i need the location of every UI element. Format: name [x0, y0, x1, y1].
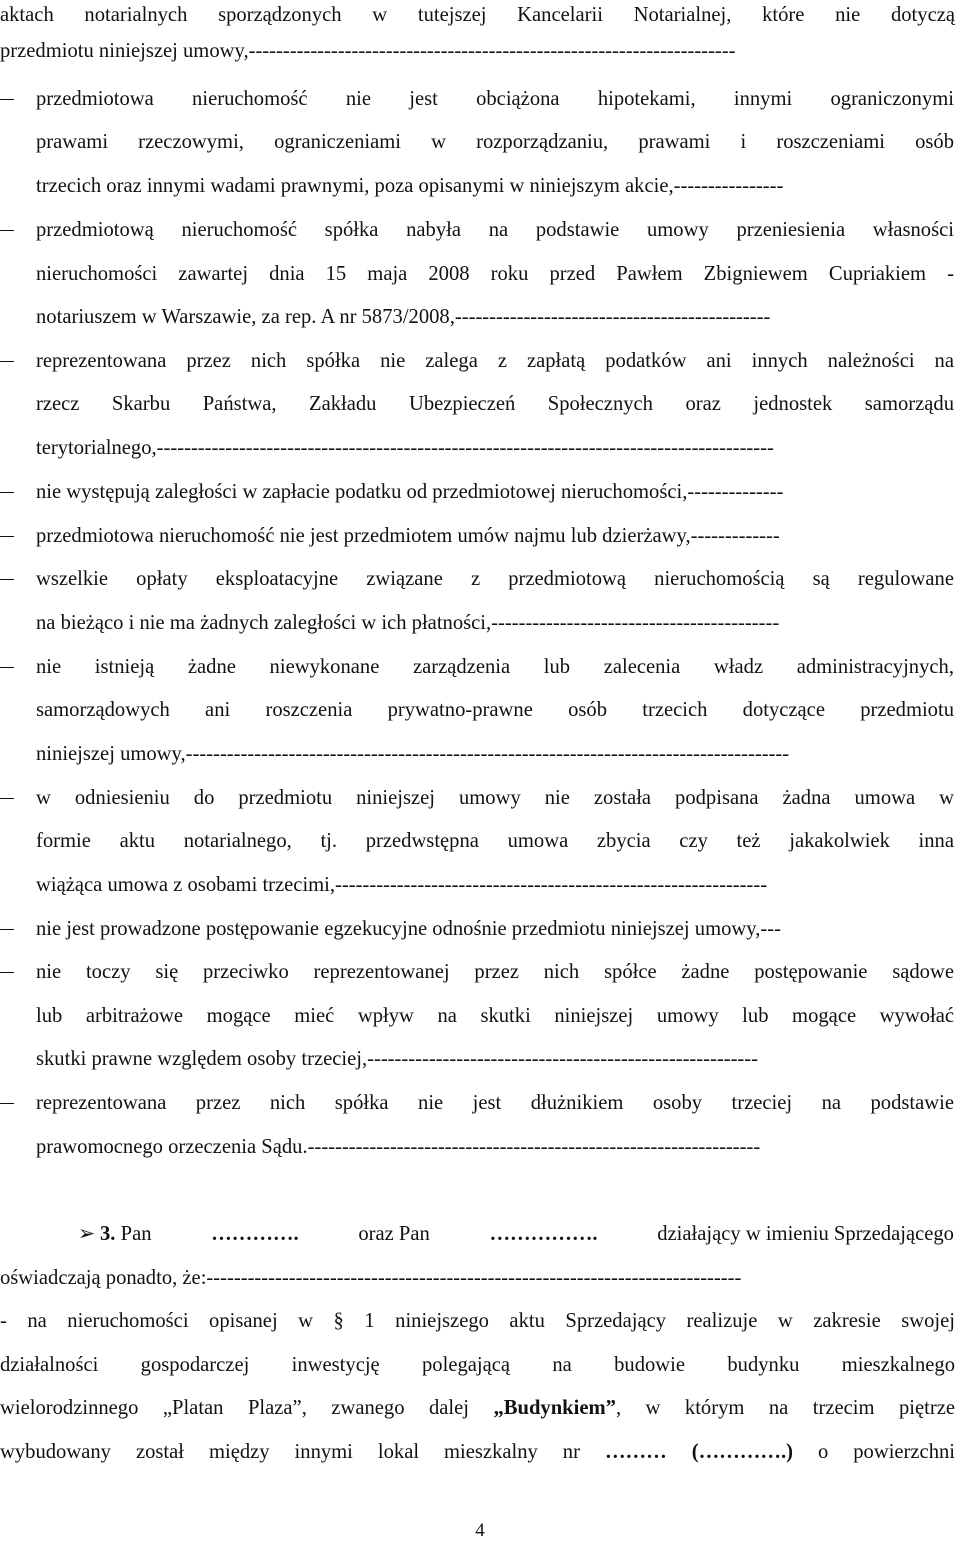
bullet-dash — [0, 361, 14, 362]
text-line: wiążąca umowa z osobami trzecimi,--------------------------------------------------------------- — [36, 874, 768, 896]
text-line: wszelkie opłaty eksploatacyjne związane z przedmiotową nieruchomością są regulowane — [36, 568, 954, 590]
text-line: nie występują zaległości w zapłacie podatku od przedmiotowej nieruchomości,-------------- — [36, 481, 784, 503]
bullet-dash — [0, 230, 14, 231]
text-line-building: wielorodzinnego „Platan Plaza”, zwanego dalej „Budynkiem”, w którym na trzecim piętrze — [0, 1397, 956, 1419]
section-rest: działający w imieniu Sprzedającego — [657, 1223, 954, 1245]
text-line: skutki prawne względem osoby trzeciej,--------------------------------------------------------- — [36, 1048, 759, 1070]
text-line: - na nieruchomości opisanej w § 1 niniejszego aktu Sprzedający realizuje w zakresie swojej — [0, 1310, 955, 1332]
bullet-dash — [0, 99, 14, 100]
section-3-heading — [78, 1219, 954, 1249]
bullet-dash — [0, 667, 14, 668]
building-term: „Budynkiem” — [493, 1397, 616, 1419]
bullet-dash — [0, 536, 14, 537]
text-line: trzecich oraz innymi wadami prawnymi, poza opisanymi w niniejszym akcie,---------------- — [36, 175, 784, 197]
bullet-dash — [0, 1103, 14, 1104]
bullet-dash — [0, 929, 14, 930]
text-line: przedmiotową nieruchomość spółka nabyła na podstawie umowy przeniesienia własności — [36, 219, 954, 241]
text-line: reprezentowana przez nich spółka nie zalega z zapłatą podatków ani innych należności na — [36, 350, 954, 372]
text-line: lub arbitrażowe mogące mieć wpływ na skutki niniejszej umowy lub mogące wywołać — [36, 1005, 954, 1027]
section-bullet-icon: ➢ — [78, 1223, 96, 1245]
text-line: przedmiotowa nieruchomość nie jest obciążona hipotekami, innymi ograniczonymi — [36, 88, 954, 110]
text-line: nie toczy się przeciwko reprezentowanej przez nich spółce żadne postępowanie sądowe — [36, 961, 954, 983]
bullet-dash — [0, 492, 14, 493]
text-line: aktach notarialnych sporządzonych w tutejszej Kancelarii Notarialnej, które nie dotyczą — [0, 4, 955, 26]
text-line: na bieżąco i nie ma żadnych zaległości w ich płatności,------------------------------------------ — [36, 612, 780, 634]
text-line: notariuszem w Warszawie, za rep. A nr 5873/2008,---------------------------------------------- — [36, 306, 771, 328]
text-line: samorządowych ani roszczenia prywatno-prawne osób trzecich dotyczące przedmiotu — [36, 699, 954, 721]
text-line: reprezentowana przez nich spółka nie jest dłużnikiem osoby trzeciej na podstawie — [36, 1092, 954, 1114]
bullet-dash — [0, 798, 14, 799]
page-number: 4 — [475, 1520, 485, 1541]
text-line: nieruchomości zawartej dnia 15 maja 2008 roku przed Pawłem Zbigniewem Cupriakiem - — [36, 263, 954, 285]
text-line: formie aktu notarialnego, tj. przedwstępna umowa zbycia czy też jakakolwiek inna — [36, 830, 954, 852]
text-line: nie jest prowadzone postępowanie egzekucyjne odnośnie przedmiotu niniejszej umowy,--- — [36, 918, 781, 940]
text-line: w odniesieniu do przedmiotu niniejszej umowy nie została podpisana żadna umowa w — [36, 787, 954, 809]
section-number: 3. Pan — [100, 1223, 152, 1245]
text-line: działalności gospodarczej inwestycję polegającą na budowie budynku mieszkalnego — [0, 1354, 955, 1376]
text-line: niniejszej umowy,---------------------------------------------------------------------------------------- — [36, 743, 790, 765]
conjunction: oraz Pan — [358, 1223, 430, 1245]
text-line: prawomocnego orzeczenia Sądu.------------------------------------------------------------------ — [36, 1136, 761, 1158]
name-placeholder: …………. — [211, 1223, 299, 1245]
text-line: terytorialnego,------------------------------------------------------------------------------------------ — [36, 437, 774, 459]
bullet-dash — [0, 579, 14, 580]
text-line: przedmiotowa nieruchomość nie jest przedmiotem umów najmu lub dzierżawy,------------- — [36, 525, 780, 547]
text-line: oświadczają ponadto, że:------------------------------------------------------------------------------ — [0, 1267, 742, 1289]
apartment-placeholder: ……… (………….) — [604, 1441, 793, 1463]
text-line-apartment: wybudowany został między innymi lokal mieszkalny nr ……… (………….) o powierzchni — [0, 1441, 956, 1463]
bullet-dash — [0, 972, 14, 973]
text-line: przedmiotu niniejszej umowy,----------------------------------------------------------------------- — [0, 40, 736, 62]
text-line: nie istnieją żadne niewykonane zarządzenia lub zalecenia władz administracyjnych, — [36, 656, 954, 678]
text-line: rzecz Skarbu Państwa, Zakładu Ubezpieczeń Społecznych oraz jednostek samorządu — [36, 393, 954, 415]
name-placeholder: ……………. — [489, 1223, 598, 1245]
text-line: prawami rzeczowymi, ograniczeniami w rozporządzaniu, prawami i roszczeniami osób — [36, 131, 954, 153]
